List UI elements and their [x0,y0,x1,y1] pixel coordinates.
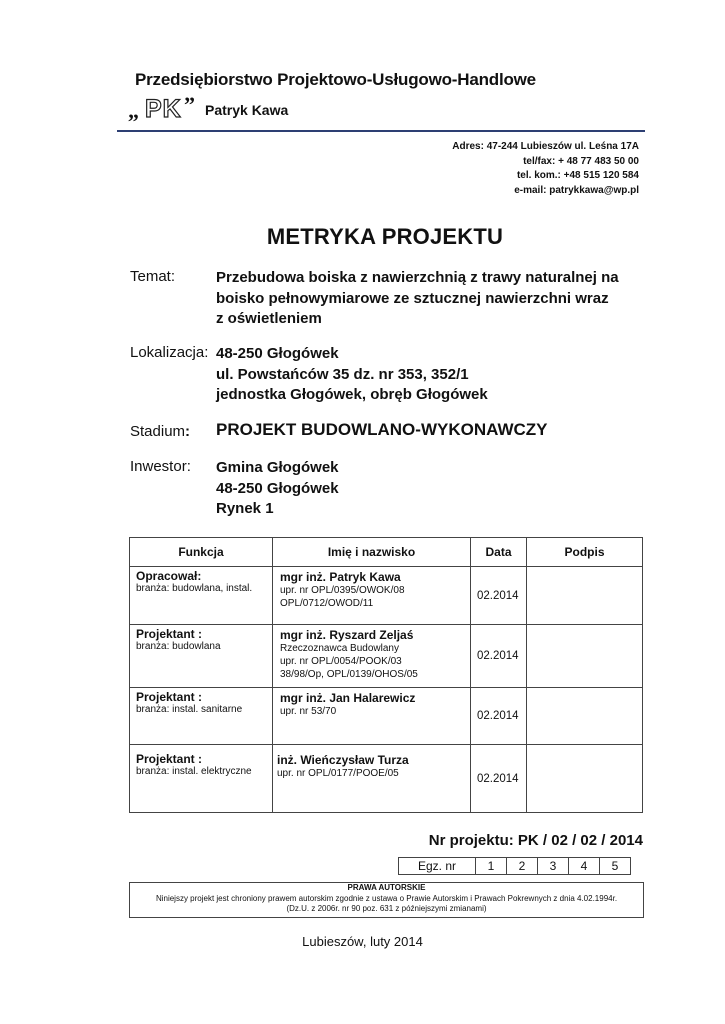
person-info: Rzeczoznawca Budowlany [280,643,399,654]
temat-line: z oświetleniem [216,310,322,327]
copy-number: 5 [600,858,631,875]
role: Projektant : [136,627,203,641]
signature-table [129,537,643,813]
person-name: inż. Wieńczysław Turza [277,753,409,767]
inwestor-line: Gmina Głogówek [216,459,339,476]
person-cell [273,567,471,625]
copyright-title: PRAWA AUTORSKIE [347,883,426,892]
copies-table [398,857,631,875]
copy-number: 4 [569,858,600,875]
date-cell: 02.2014 [471,745,527,813]
copy-number: 1 [476,858,507,875]
contact-address: Adres: 47-244 Lubieszów ul. Leśna 17A [452,141,639,152]
person-name: mgr inż. Jan Halarewicz [280,691,416,705]
person-cell [273,625,471,688]
person-cell [273,688,471,745]
logo-close-quote: ” [184,92,195,117]
branch: branża: instal. elektryczne [136,766,252,777]
person-cell [273,745,471,813]
lokalizacja-value [216,344,488,406]
stadium-colon: : [185,423,191,440]
branch: branża: budowlana [136,641,221,652]
person-info: upr. nr 53/70 [280,706,337,717]
person-info: upr. nr OPL/0054/POOK/03 [280,656,402,667]
branch: branża: budowlana, instal. [136,583,253,594]
date-cell: 02.2014 [471,567,527,625]
signature-cell [527,688,643,745]
role: Projektant : [136,690,203,704]
temat-line: Przebudowa boiska z nawierzchnią z trawy naturalnej na [216,269,619,286]
person-info: upr. nr OPL/0395/OWOK/08 [280,585,405,596]
table-row [130,625,643,688]
person-info: OPL/0712/OWOD/11 [280,598,374,609]
header-podpis: Podpis [527,538,643,567]
role-cell [130,688,273,745]
signature-cell [527,745,643,813]
copies-label: Egz. nr [399,858,476,875]
role: Opracował: [136,569,202,583]
copyright-line: (Dz.U. z 2006r. nr 90 poz. 631 z późniejszymi zmianami) [286,904,487,913]
person-info: upr. nr OPL/0177/POOE/05 [277,768,399,779]
table-row [130,688,643,745]
header-data: Data [471,538,527,567]
lokalizacja-line: 48-250 Głogówek [216,345,339,362]
lokalizacja-line: jednostka Głogówek, obręb Głogówek [216,386,488,403]
owner-name: Patryk Kawa [205,102,289,118]
table-row [130,745,643,813]
place-date: Lubieszów, luty 2014 [302,934,423,949]
header-imie: Imię i nazwisko [273,538,471,567]
contact-telfax: tel/fax: + 48 77 483 50 00 [523,155,639,167]
contact-email: e-mail: patrykkawa@wp.pl [514,184,639,196]
role-cell [130,745,273,813]
copy-number: 3 [538,858,569,875]
stadium-label-text: Stadium [130,423,186,440]
company-name: Przedsiębiorstwo Projektowo-Usługowo-Handlowe [135,70,536,89]
signature-cell [527,567,643,625]
role-cell [130,625,273,688]
person-name: mgr inż. Ryszard Zeljaś [280,628,414,642]
branch: branża: instal. sanitarne [136,704,243,715]
person-name: mgr inż. Patryk Kawa [280,570,401,584]
header-funkcja: Funkcja [130,538,273,567]
date-cell: 02.2014 [471,625,527,688]
temat-line: boisko pełnowymiarowe ze sztucznej nawierzchni wraz [216,289,609,307]
contact-block [452,140,639,198]
copy-number: 2 [507,858,538,875]
date-cell: 02.2014 [471,688,527,745]
table-row [130,567,643,625]
logo-open-quote: „ [128,98,139,123]
lokalizacja-label: Lokalizacja: [130,344,209,361]
inwestor-line: Rynek 1 [216,500,274,517]
role: Projektant : [136,752,203,766]
stadium-value: PROJEKT BUDOWLANO-WYKONAWCZY [216,420,548,439]
contact-mobile: tel. kom.: +48 515 120 584 [516,170,639,181]
inwestor-label: Inwestor: [130,458,191,475]
copyright-line: Niniejszy projekt jest chroniony prawem autorskim zgodnie z ustawa o Prawie Autorskim i Prawach Pokrewnych z dnia 4.02.1994r. [155,893,618,903]
inwestor-value [216,458,339,520]
copyright-box [129,882,644,918]
signature-cell [527,625,643,688]
stadium-label [130,423,190,440]
table-header-row [130,538,643,567]
header-divider [117,130,645,132]
inwestor-line: 48-250 Głogówek [216,479,339,497]
temat-value [216,268,619,330]
lokalizacja-line: ul. Powstańców 35 dz. nr 353, 352/1 [216,365,469,383]
role-cell [130,567,273,625]
person-info: 38/98/Op, OPL/0139/OHOS/05 [280,669,418,680]
document-title: METRYKA PROJEKTU [266,224,504,249]
project-number: Nr projektu: PK / 02 / 02 / 2014 [428,832,643,849]
logo-pk: PK [145,95,182,123]
temat-label: Temat: [130,268,176,285]
